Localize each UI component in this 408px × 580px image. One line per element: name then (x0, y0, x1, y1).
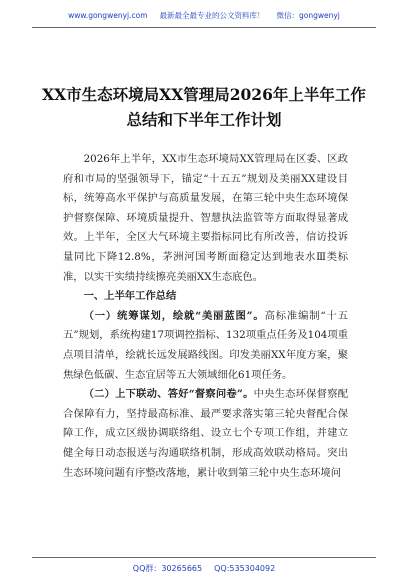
header-slogan: 最新最全最专业的公文资料库！ (159, 11, 265, 20)
document-title: XX市生态环境局XX管理局2026年上半年工作总结和下半年工作计划 (42, 85, 366, 129)
footer-qq: QQ:535304092 (214, 564, 276, 573)
header-divider (32, 27, 376, 28)
page-footer (0, 563, 408, 574)
item-heading-1: （一）统筹谋划，绘就“美丽蓝图”。 (83, 309, 265, 322)
section-heading: 一、上半年工作总结 (83, 290, 177, 303)
footer-divider (32, 557, 376, 558)
item-text-1: 高标准编制“十五五”规划，系统构建17项调控指标、132项重点任务及104项重点项目清单，绘就长远发展路线图。印发美丽XX年度方案，聚焦绿色低碳、生态宜居等五大领域细化61项任务。 (63, 309, 348, 381)
header-site[interactable]: www.gongwenyj.com (68, 11, 148, 20)
item-paragraph-1 (63, 307, 348, 385)
footer-qq-group: QQ群：30265665 (132, 564, 203, 573)
item-paragraph-2 (63, 385, 348, 483)
item-text-2: 中央生态环保督察配合保障有力，坚持最高标准、最严要求落实第三轮央督配合保障工作，成立区级协调联络组、设立七个专项工作组，并建立健全每日动态报送与沟通联络机制，形成高效联动格局。突出生态环境问题有序整改落地，累计收到第三轮中央生态环境问 (63, 388, 349, 479)
page-header (0, 10, 408, 21)
header-wechat: 微信：gongwenyj (276, 11, 340, 20)
document-body (63, 150, 348, 483)
intro-paragraph: 2026年上半年，XX市生态环境局XX管理局在区委、区政府和市局的坚强领导下，锚定“十五五”规划及美丽XX建设目标，统筹高水平保护与高质量发展，在第三轮中央生态环境保护督察保障、环境质量提升、智慧执法监管等方面取得显著成效。上半年，全区大气环境主要指标同比有所改善，信访投诉量同比下降12.8%，茅洲河国考断面稳定达到地表水Ⅲ类标准，以实干实绩持续擦亮美丽XX生态底色。 (63, 153, 348, 283)
item-heading-2: （二）上下联动、答好“督察问卷”。 (83, 388, 254, 401)
